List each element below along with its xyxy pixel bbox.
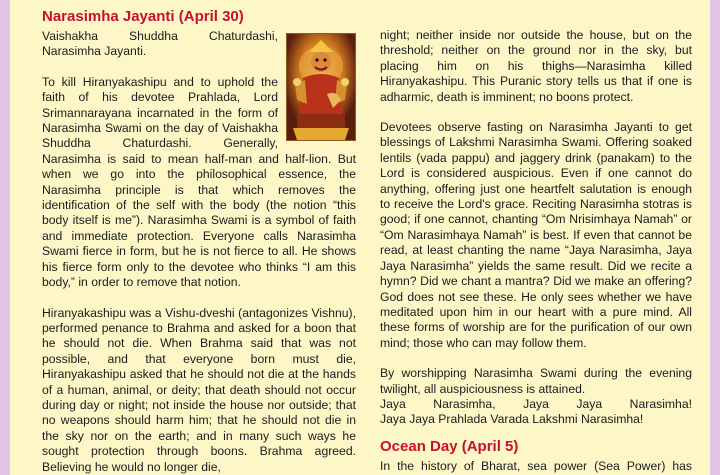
paragraph-threshold: night; neither inside nor outside the house, but on the threshold; neither on the ground nor in the sky, but placing him on his thighs—Narasimha killed Hiranyakashipu. This Puranic story tells us that if one is adharmic, death is imminent; no boons protect. xyxy=(380,28,692,104)
paragraph-hiranyakashipu: Hiranyakashipu was a Vishu-dveshi (antagonizes Vishnu), performed penance to Brahma and asked for a boon that he should not die. When Brahma said that was not possible, and that everyone born must die, Hiranyakashipu asked that he should not die at the hands of a human, animal, or deity; that death should not occur during day or night; not inside the house nor outside; that no weapons should harm him; that he should not die in the sky nor on the earth; and in many such ways he sought protection through boons. Brahma agreed. Believing he would no longer die, xyxy=(42,305,356,474)
right-column xyxy=(380,28,692,474)
narasimha-jayanti-heading: Narasimha Jayanti (April 30) xyxy=(42,8,244,25)
intro-text: Vaishakha Shuddha Chaturdashi, Narasimha Jayanti. xyxy=(42,29,278,59)
paragraph-fasting: Devotees observe fasting on Narasimha Jayanti to get blessings of Lakshmi Narasimha Swami. Offering soaked lentils (vada pappu) and jaggery drink (panakam) to the Lord is considered auspicious. Even if one cannot do anything, offering just one heartfelt salutation is enough to receive the Lord's grace. Reciting Narasimha stotras is good; if one cannot, chanting “Om Nrisimhaya Namah” or “Om Narasimhaya Namah” is best. If even that cannot be read, at least chanting the name “Jaya Narasimha, Jaya Jaya Narasimha” yields the same result. Did we recite a hymn? Did we chant a mantra? Did we make an offering? God does not see these. He only sees whether we have meditated upon him in our heart with a pure mind. All these forms of worship are for the purification of our own mind; those who can may follow them. xyxy=(380,120,692,350)
narasimha-illustration xyxy=(286,33,356,141)
ocean-day-heading: Ocean Day (April 5) xyxy=(380,437,519,455)
left-column xyxy=(42,8,356,475)
chant-line-1: Jaya Narasimha, Jaya Jaya Narasimha! xyxy=(380,396,692,411)
paragraph-incarnation: To kill Hiranyakashipu and to uphold the faith of his devotee Prahlada, Lord Srimannarayana incarnated in the form of Narasimha Swami on the day of Vaishakha Shuddha Chaturdashi. Generally, Narasimha is said to mean half-man and half-lion. But when we go into the philosophical essence, the Narasimha principle is that which removes the identification of the self with the body (the notion “this body itself is me”). Narasimha Swami is a symbol of faith and immediate protection. Everyone calls Narasimha Swami fierce in form, but he is not fierce to all. He shows his fierce form only to the devotee who thinks “I am this body,” in order to remove that notion. xyxy=(42,74,356,290)
narasimha-deity-image xyxy=(287,34,355,140)
chant-line-2: Jaya Jaya Prahlada Varada Lakshmi Narasimha! xyxy=(380,412,644,427)
ocean-day-text: In the history of Bharat, sea power (Sea Power) has xyxy=(380,458,692,473)
paragraph-worship: By worshipping Narasimha Swami during the evening twilight, all auspiciousness is attained. xyxy=(380,366,692,396)
